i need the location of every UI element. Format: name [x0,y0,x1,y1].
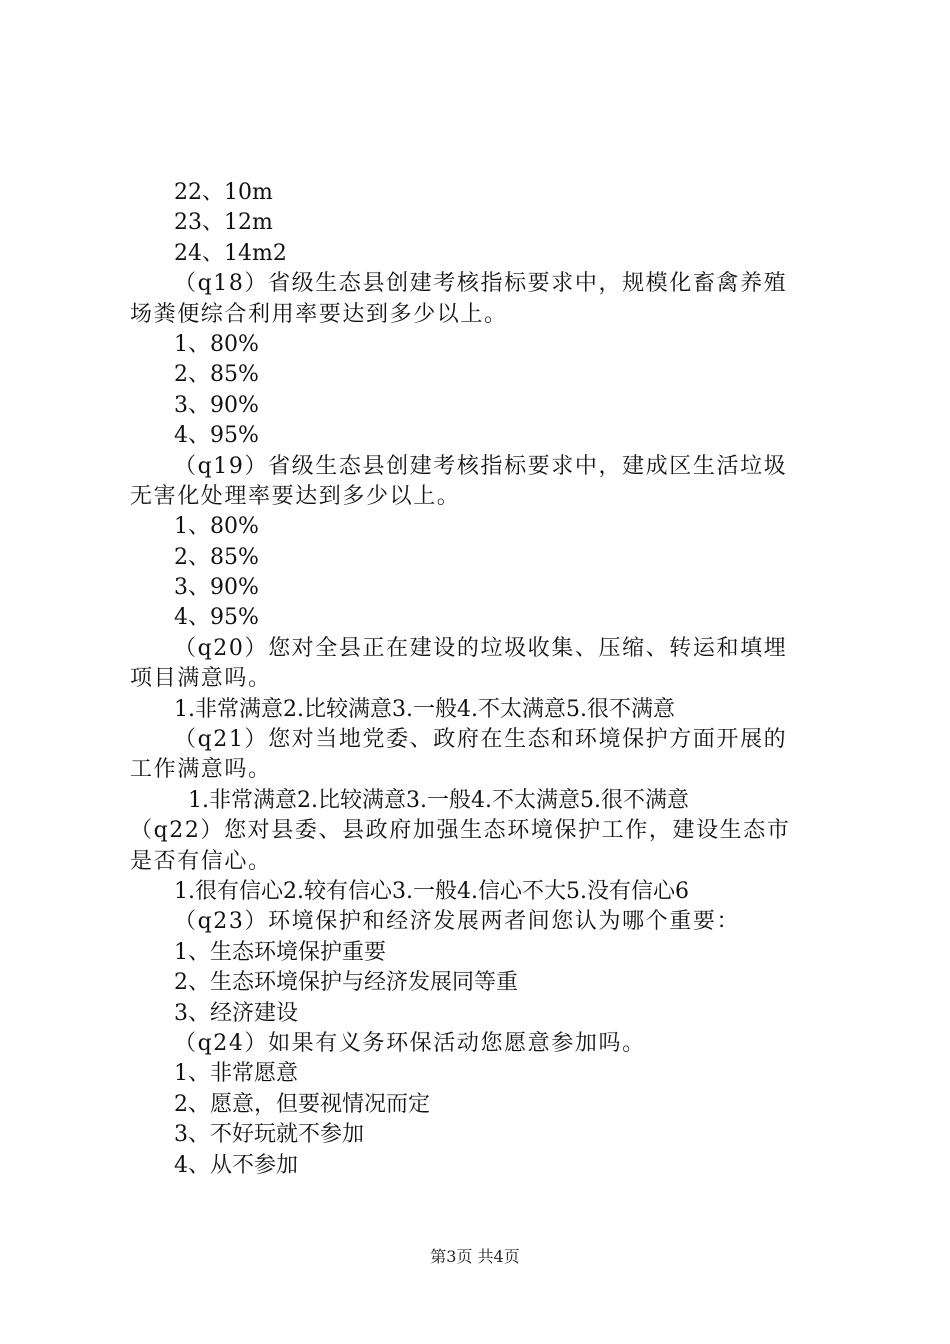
option-line: 2、愿意，但要视情况而定 [174,1091,430,1117]
question-q21-continued: 工作满意吗。 [130,757,272,783]
option-line: 1、80% [174,514,259,540]
option-line: 1、80% [174,331,259,357]
question-q20: （q20）您对全县正在建设的垃圾收集、压缩、转运和填埋 [174,635,788,661]
confidence-options: 1.很有信心2.较有信心3.一般4.信心不大5.没有信心6 [174,878,689,904]
option-line: 23、12m [174,210,273,236]
option-line: 1、非常愿意 [174,1061,298,1087]
question-q18-continued: 场粪便综合利用率要达到多少以上。 [130,301,508,327]
question-q19: （q19）省级生态县创建考核指标要求中，建成区生活垃圾 [174,453,788,479]
option-line: 4、95% [174,423,259,449]
option-line: 4、从不参加 [174,1152,298,1178]
satisfaction-options: 1.非常满意2.比较满意3.一般4.不太满意5.很不满意 [188,787,689,813]
question-q22: （q22）您对县委、县政府加强生态环境保护工作，建设生态市 [130,818,791,844]
question-q20-continued: 项目满意吗。 [130,666,272,692]
option-line: 2、85% [174,362,259,388]
option-line: 2、85% [174,544,259,570]
question-q23: （q23）环境保护和经济发展两者间您认为哪个重要： [174,909,741,935]
question-q18: （q18）省级生态县创建考核指标要求中，规模化畜禽养殖 [174,271,788,297]
option-line: 24、14m2 [174,240,287,266]
option-line: 22、10m [174,180,273,205]
question-q21: （q21）您对当地党委、政府在生态和环境保护方面开展的 [174,727,788,753]
page-number-footer: 第3页 共4页 [430,1247,520,1266]
option-line: 4、95% [174,605,259,631]
question-q19-continued: 无害化处理率要达到多少以上。 [130,483,461,509]
option-line: 3、90% [174,575,259,601]
option-line: 3、经济建设 [174,1000,298,1026]
option-line: 1、生态环境保护重要 [174,939,386,965]
option-line: 3、不好玩就不参加 [174,1122,364,1148]
question-q22-continued: 是否有信心。 [130,848,272,874]
document-body [130,178,832,1181]
option-line: 2、生态环境保护与经济发展同等重 [174,970,518,996]
option-line: 3、90% [174,392,259,418]
satisfaction-options: 1.非常满意2.比较满意3.一般4.不太满意5.很不满意 [174,696,675,722]
question-q24: （q24）如果有义务环保活动您愿意参加吗。 [174,1030,646,1056]
